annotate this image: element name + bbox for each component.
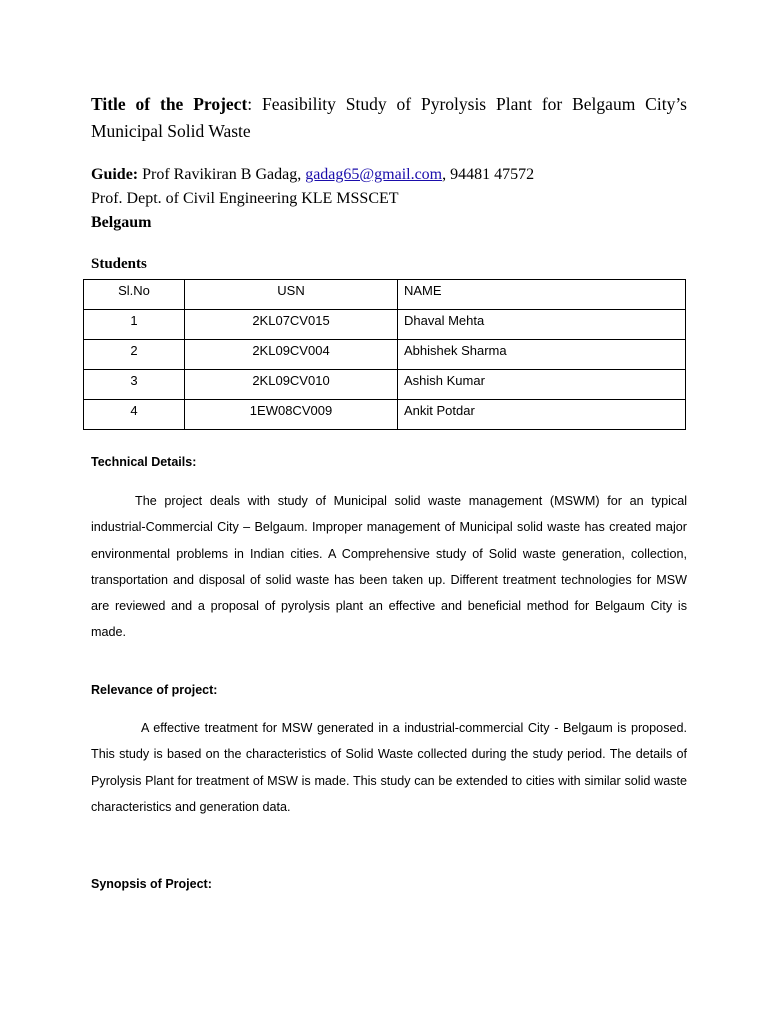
guide-line <box>91 163 687 187</box>
guide-department: Prof. Dept. of Civil Engineering KLE MSSCET <box>91 190 399 207</box>
cell-slno: 4 <box>84 400 185 430</box>
guide-info <box>91 163 687 235</box>
project-title-text: : Feasibility Study of Pyrolysis Plant for Belgaum City’s Municipal Solid Waste <box>91 94 687 141</box>
cell-slno: 2 <box>84 340 185 370</box>
table-row <box>84 340 686 370</box>
cell-name: Abhishek Sharma <box>398 340 686 370</box>
cell-slno: 1 <box>84 310 185 340</box>
column-header-slno: Sl.No <box>84 280 185 310</box>
cell-slno: 3 <box>84 370 185 400</box>
project-title-label: Title of the Project <box>91 94 248 114</box>
project-title <box>91 91 687 145</box>
students-heading: Students <box>91 256 147 272</box>
guide-phone: , 94481 47572 <box>442 166 535 183</box>
guide-email-link[interactable]: gadag65@gmail.com <box>305 166 443 183</box>
relevance-heading: Relevance of project: <box>91 683 218 697</box>
cell-name: Dhaval Mehta <box>398 310 686 340</box>
table-row <box>84 310 686 340</box>
guide-city: Belgaum <box>91 214 152 231</box>
relevance-paragraph: A effective treatment for MSW generated in a industrial-commercial City - Belgaum is proposed. This study is based on the characteristics of Solid Waste collected during the study period. The details of Pyrolysis Plant for treatment of MSW is made. This study can be extended to cities with similar solid waste characteristics and generation data. <box>91 721 687 814</box>
table-header-row <box>84 280 686 310</box>
guide-name: Prof Ravikiran B Gadag, <box>138 166 306 183</box>
cell-name: Ashish Kumar <box>398 370 686 400</box>
cell-name: Ankit Potdar <box>398 400 686 430</box>
cell-usn: 2KL09CV010 <box>185 370 398 400</box>
table-row <box>84 370 686 400</box>
cell-usn: 2KL09CV004 <box>185 340 398 370</box>
technical-details-heading: Technical Details: <box>91 455 197 469</box>
column-header-usn: USN <box>185 280 398 310</box>
synopsis-heading: Synopsis of Project: <box>91 877 212 891</box>
students-table <box>83 279 686 430</box>
guide-label: Guide: <box>91 166 139 183</box>
technical-details-paragraph: The project deals with study of Municipal solid waste management (MSWM) for an typical industrial-Commercial City – Belgaum. Improper management of Municipal solid waste has created major environmental problems in Indian cities. A Comprehensive study of Solid waste generation, collection, transportation and disposal of solid waste has been taken up. Different treatment technologies for MSW are reviewed and a proposal of pyrolysis plant an effective and beneficial method for Belgaum City is made. <box>91 494 687 640</box>
table-row <box>84 400 686 430</box>
cell-usn: 2KL07CV015 <box>185 310 398 340</box>
cell-usn: 1EW08CV009 <box>185 400 398 430</box>
column-header-name: NAME <box>398 280 686 310</box>
